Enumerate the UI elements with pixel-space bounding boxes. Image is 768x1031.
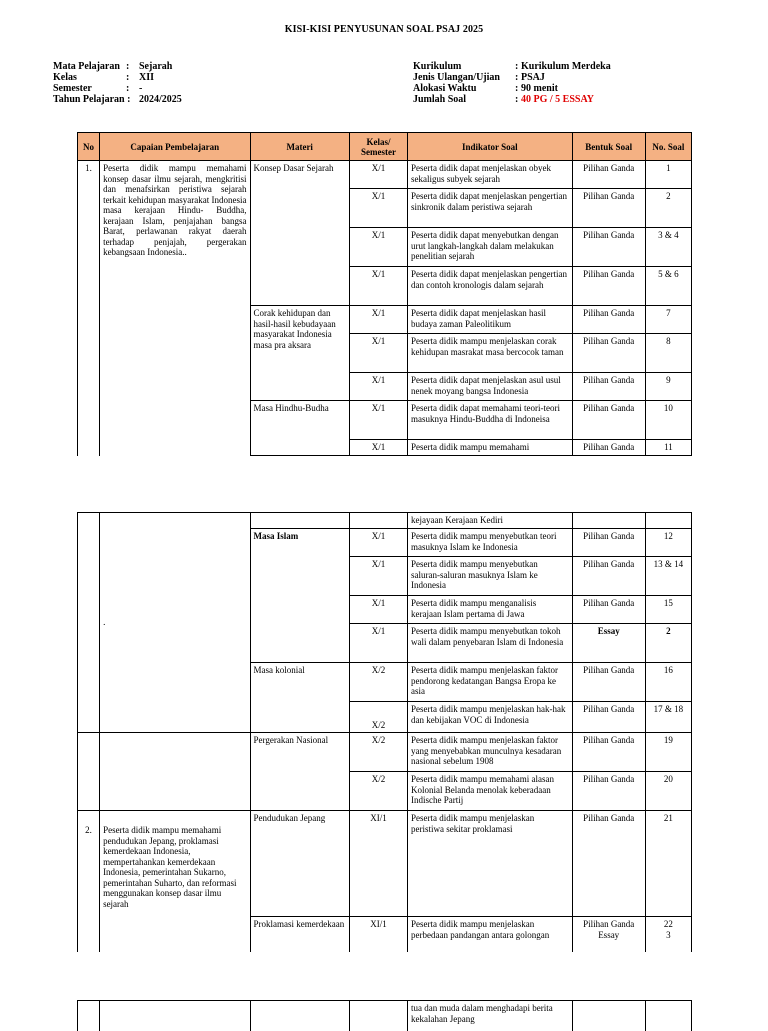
cp-text: Peserta didik mampu memahami konsep dasar ilmu sejarah, mengkritisi dan menafsirkan peristiwa sejarah terkait kehidupan masyarakat Indonesia masa kerajaan Hindu- Buddha, kerajaan Islam, penjajahan bangsa Barat, perlawanan rakyat daerah terhadap penjajah, pergerakan kebangsaan Indonesia.. xyxy=(100,161,250,456)
meta-key: Jumlah Soal xyxy=(413,94,467,105)
meta-value: - xyxy=(139,83,143,94)
meta-row-jumlah xyxy=(413,94,611,105)
kelas-cell: X/1 xyxy=(349,306,407,334)
kelas-cell: X/1 xyxy=(349,161,407,189)
meta-row-jenis xyxy=(413,72,611,83)
meta-row-kelas xyxy=(53,72,182,83)
indikator-cell: Peserta didik dapat menyebutkan dengan urut langkah-langkah dalam melakukan penelitian sejarah xyxy=(408,228,573,267)
nosoal-cell: 1 xyxy=(645,161,691,189)
col-header-no: No xyxy=(78,133,100,161)
table-row xyxy=(78,161,692,189)
kelas-cell: X/1 xyxy=(349,529,407,557)
bentuk-line: Pilihan Ganda xyxy=(583,919,635,929)
materi-cell-cont xyxy=(250,1001,349,1031)
materi-cell: Masa Islam xyxy=(250,529,349,663)
nosoal-cell xyxy=(645,513,691,529)
meta-colon: : xyxy=(515,61,519,72)
bentuk-cell: Pilihan Ganda xyxy=(572,334,645,373)
bentuk-line: Essay xyxy=(598,929,620,940)
meta-key: Alokasi Waktu xyxy=(413,83,477,94)
cp-text-cont xyxy=(100,1001,250,1031)
kelas-cell: X/1 xyxy=(349,228,407,267)
bentuk-cell: Pilihan Ganda xyxy=(572,189,645,228)
table-row xyxy=(78,513,692,529)
table-row xyxy=(78,811,692,917)
bentuk-cell: Pilihan Ganda xyxy=(572,772,645,811)
bentuk-cell: Pilihan Ganda xyxy=(572,373,645,401)
meta-colon: : xyxy=(126,61,130,72)
meta-colon: : xyxy=(126,83,130,94)
meta-value: PSAJ xyxy=(521,72,545,83)
nosoal-cell: 8 xyxy=(645,334,691,373)
kelas-cell: X/2 xyxy=(349,733,407,772)
indikator-cell: Peserta didik mampu memahami alasan Kolonial Belanda menolak keberadaan Indische Partij xyxy=(408,772,573,811)
meta-value: 40 PG / 5 ESSAY xyxy=(521,94,594,105)
meta-value: 2024/2025 xyxy=(139,94,182,105)
meta-key: Kurikulum xyxy=(413,61,462,72)
nosoal-cell: 13 & 14 xyxy=(645,557,691,596)
nosoal-cell: 9 xyxy=(645,373,691,401)
cp-text: Peserta didik mampu memahami pendudukan Jepang, proklamasi kemerdekaan Indonesia, mempertahankan kemerdekaan Indonesia, pemerintahan Sukarno, pemerintahan Suharto, dan reformasi menggunakan konsep dasar ilmu sejarah xyxy=(100,811,250,952)
meta-key: Mata Pelajaran xyxy=(53,61,120,72)
grid-table-page3 xyxy=(77,1000,692,1031)
kelas-cell: X/1 xyxy=(349,440,407,456)
meta-value: Kurikulum Merdeka xyxy=(521,61,611,72)
meta-row-kurikulum xyxy=(413,61,611,72)
nosoal-cell: 5 & 6 xyxy=(645,267,691,306)
bentuk-cell: Essay xyxy=(572,624,645,663)
nosoal-cell: 3 & 4 xyxy=(645,228,691,267)
kelas-cell: X/1 xyxy=(349,373,407,401)
nosoal-cell-cont xyxy=(645,1001,691,1031)
kelas-cell: X/1 xyxy=(349,189,407,228)
bentuk-cell: Pilihan Ganda xyxy=(572,306,645,334)
kelas-cell: X/1 xyxy=(349,334,407,373)
nosoal-cell: 17 & 18 xyxy=(645,702,691,733)
nosoal-cell: 10 xyxy=(645,401,691,440)
bentuk-cell: Pilihan Ganda xyxy=(572,733,645,772)
indikator-cell: Peserta didik dapat menjelaskan asul usul nenek moyang bangsa Indonesia xyxy=(408,373,573,401)
bentuk-cell: Pilihan Ganda xyxy=(572,228,645,267)
indikator-cell: Peserta didik mampu menyebutkan saluran-saluran masuknya Islam ke Indonesia xyxy=(408,557,573,596)
indikator-cell: Peserta didik mampu menyebutkan teori masuknya Islam ke Indonesia xyxy=(408,529,573,557)
indikator-cell: Peserta didik mampu menyebutkan tokoh wali dalam penyebaran Islam di Indonesia xyxy=(408,624,573,663)
nosoal-cell: 16 xyxy=(645,663,691,702)
meta-value: Sejarah xyxy=(139,61,173,72)
indikator-cell: Peserta didik dapat menjelaskan pengertian sinkronik dalam peristiwa sejarah xyxy=(408,189,573,228)
meta-colon: : xyxy=(515,94,519,105)
indikator-cell: Peserta didik dapat menjelaskan obyek sekaligus subyek sejarah xyxy=(408,161,573,189)
meta-right xyxy=(413,61,611,105)
indikator-cell: Peserta didik mampu menjelaskan peristiwa sekitar proklamasi xyxy=(408,811,573,917)
kelas-cell: X/2 xyxy=(349,702,407,733)
bentuk-cell xyxy=(572,917,645,952)
indikator-cell: Peserta didik dapat menjelaskan pengertian dan contoh kronologis dalam sejarah xyxy=(408,267,573,306)
cp-text-cont xyxy=(100,733,250,811)
indikator-cell: Peserta didik mampu menjelaskan faktor pendorong kedatangan Bangsa Eropa ke asia xyxy=(408,663,573,702)
bentuk-cell: Pilihan Ganda xyxy=(572,401,645,440)
cp-number: 1. xyxy=(78,161,100,456)
kelas-cell-cont xyxy=(349,1001,407,1031)
bentuk-cell: Pilihan Ganda xyxy=(572,529,645,557)
indikator-cell: Peserta didik mampu menjelaskan corak kehidupan masrakat masa bercocok taman xyxy=(408,334,573,373)
cp-number-cont xyxy=(78,733,100,811)
nosoal-cell: 20 xyxy=(645,772,691,811)
meta-key: Tahun Pelajaran : xyxy=(53,94,131,105)
meta-value: XII xyxy=(139,72,155,83)
grid-table-page1 xyxy=(77,132,692,456)
meta-colon: : xyxy=(515,72,519,83)
kelas-cell: X/1 xyxy=(349,401,407,440)
col-header-indikator: Indikator Soal xyxy=(408,133,573,161)
cp-number-cont xyxy=(78,1001,100,1031)
nosoal-cell: 2 xyxy=(645,189,691,228)
table-row xyxy=(78,733,692,772)
kelas-cell: XI/1 xyxy=(349,917,407,952)
indikator-cell: Peserta didik dapat menjelaskan hasil budaya zaman Paleolitikum xyxy=(408,306,573,334)
indikator-cell: Peserta didik mampu menjelaskan hak-hak dan kebijakan VOC di Indonesia xyxy=(408,702,573,733)
nosoal-cell: 12 xyxy=(645,529,691,557)
bentuk-cell xyxy=(572,513,645,529)
document-title: KISI-KISI PENYUSUNAN SOAL PSAJ 2025 xyxy=(284,24,484,35)
meta-row-mapel xyxy=(53,61,182,72)
nosoal-cell: 11 xyxy=(645,440,691,456)
kelas-cell: XI/1 xyxy=(349,811,407,917)
bentuk-cell: Pilihan Ganda xyxy=(572,596,645,624)
cp-number: 2. xyxy=(78,811,100,952)
meta-colon: : xyxy=(515,83,519,94)
indikator-cell: Peserta didik mampu memahami xyxy=(408,440,573,456)
meta-left xyxy=(53,61,182,105)
materi-cell: Masa Hindhu-Budha xyxy=(250,401,349,456)
nosoal-cell: 15 xyxy=(645,596,691,624)
bentuk-cell: Pilihan Ganda xyxy=(572,557,645,596)
indikator-cell: Peserta didik mampu menganalisis kerajaan Islam pertama di Jawa xyxy=(408,596,573,624)
materi-cell-cont xyxy=(250,513,349,529)
nosoal-cell: 21 xyxy=(645,811,691,917)
materi-cell: Konsep Dasar Sejarah xyxy=(250,161,349,306)
meta-value: 90 menit xyxy=(521,83,558,94)
kelas-cell: X/1 xyxy=(349,624,407,663)
kelas-cell xyxy=(349,513,407,529)
col-header-bentuk: Bentuk Soal xyxy=(572,133,645,161)
cp-text-cont xyxy=(100,513,250,733)
bentuk-cell: Pilihan Ganda xyxy=(572,663,645,702)
table-row xyxy=(78,1001,692,1031)
nosoal-cell: 7 xyxy=(645,306,691,334)
col-header-nosoal: No. Soal xyxy=(645,133,691,161)
kelas-cell: X/2 xyxy=(349,663,407,702)
indikator-cell: kejayaan Kerajaan Kediri xyxy=(408,513,573,529)
bentuk-cell-cont xyxy=(572,1001,645,1031)
col-header-materi: Materi xyxy=(250,133,349,161)
nosoal-line: 22 xyxy=(663,919,673,929)
cp-number-cont xyxy=(78,513,100,733)
kelas-cell: X/1 xyxy=(349,596,407,624)
materi-cell: Corak kehidupan dan hasil-hasil kebudayaan masyarakat Indonesia masa pra aksara xyxy=(250,306,349,401)
bentuk-cell: Pilihan Ganda xyxy=(572,267,645,306)
meta-row-alokasi xyxy=(413,83,611,94)
kelas-cell: X/1 xyxy=(349,557,407,596)
stray-dot: . xyxy=(103,617,106,628)
indikator-cell: Peserta didik mampu menjelaskan faktor yang menyebabkan munculnya kesadaran nasional sebelum 1908 xyxy=(408,733,573,772)
kelas-cell: X/1 xyxy=(349,267,407,306)
bentuk-cell: Pilihan Ganda xyxy=(572,440,645,456)
meta-row-semester xyxy=(53,83,182,94)
meta-key: Semester xyxy=(53,83,92,94)
nosoal-line: 3 xyxy=(666,929,671,940)
materi-cell: Pendudukan Jepang xyxy=(250,811,349,917)
meta-colon: : xyxy=(126,72,130,83)
meta-row-tahun xyxy=(53,94,182,105)
kelas-cell: X/2 xyxy=(349,772,407,811)
table-header-row xyxy=(78,133,692,161)
materi-cell: Pergerakan Nasional xyxy=(250,733,349,811)
indikator-cell: Peserta didik mampu menjelaskan perbedaan pandangan antara golongan xyxy=(408,917,573,952)
nosoal-cell: 2 xyxy=(645,624,691,663)
col-header-kelas: Kelas/ Semester xyxy=(349,133,407,161)
meta-key: Jenis Ulangan/Ujian xyxy=(413,72,500,83)
materi-cell: Proklamasi kemerdekaan xyxy=(250,917,349,952)
indikator-cell: Peserta didik dapat memahami teori-teori masuknya Hindu-Buddha di Indoneisa xyxy=(408,401,573,440)
nosoal-cell xyxy=(645,917,691,952)
bentuk-cell: Pilihan Ganda xyxy=(572,161,645,189)
grid-table-page2 xyxy=(77,512,692,952)
bentuk-cell: Pilihan Ganda xyxy=(572,811,645,917)
meta-key: Kelas xyxy=(53,72,77,83)
indikator-cell: tua dan muda dalam menghadapi berita kekalahan Jepang xyxy=(408,1001,573,1031)
materi-cell: Masa kolonial xyxy=(250,663,349,733)
col-header-cp: Capaian Pembelajaran xyxy=(100,133,250,161)
nosoal-cell: 19 xyxy=(645,733,691,772)
bentuk-cell: Pilihan Ganda xyxy=(572,702,645,733)
